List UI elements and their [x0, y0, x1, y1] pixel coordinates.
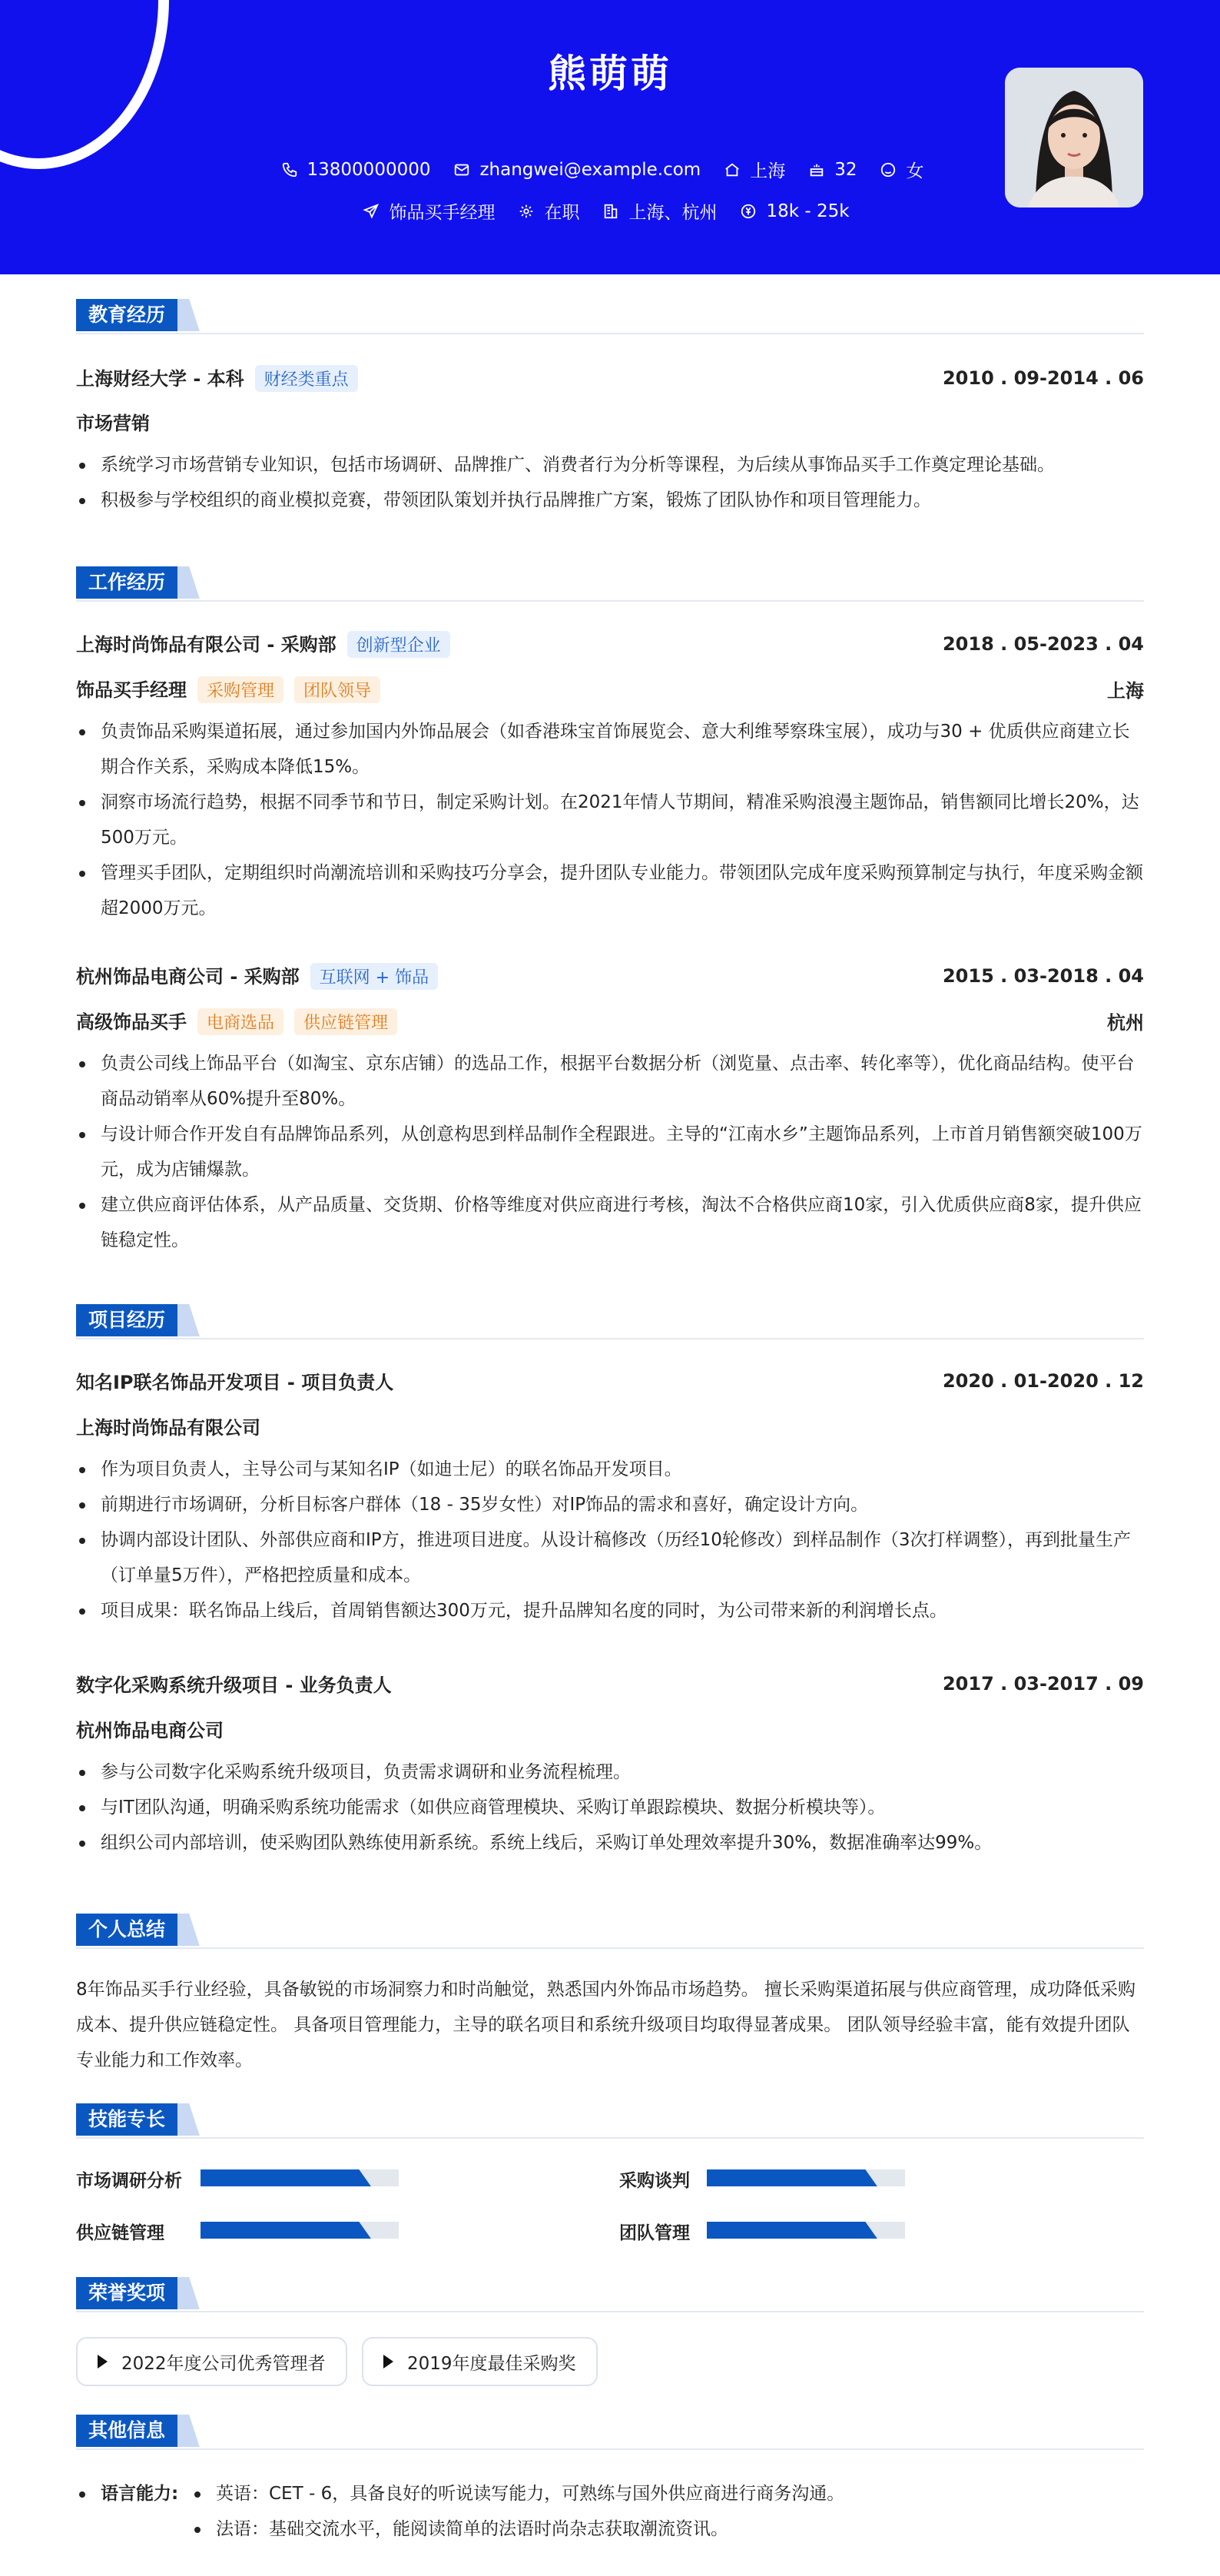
- list-item: 法语：基础交流水平，能阅读简单的法语时尚杂志获取潮流资讯。: [191, 2511, 1144, 2547]
- job-header-row: [76, 961, 1144, 990]
- work-city-text: 上海、杭州: [628, 203, 718, 223]
- play-icon: [98, 2355, 108, 2369]
- role: 高级饰品买手: [76, 1011, 187, 1033]
- job-city: 杭州: [1107, 1012, 1144, 1034]
- section-title: [76, 2103, 1144, 2139]
- status-text: 在职: [544, 203, 580, 223]
- list-item: 与设计师合作开发自有品牌饰品系列，从创意构思到样品制作全程跟进。主导的“江南水乡”主题饰品系列，上市首月销售额突破100万元，成为店铺爆款。: [76, 1117, 1144, 1187]
- section-title-label: 个人总结: [76, 1914, 177, 1946]
- phone-info: [281, 157, 431, 182]
- role-row: [76, 1007, 1144, 1035]
- skill-item: [619, 2166, 690, 2192]
- cake-icon: [808, 161, 825, 178]
- list-item: 英语：CET - 6，具备良好的听说读写能力，可熟练与国外供应商进行商务沟通。: [191, 2476, 1144, 2511]
- skill-item: [619, 2219, 690, 2244]
- skill-tag: 采购管理: [197, 676, 283, 703]
- major: 市场营销: [76, 413, 150, 434]
- section-title-label: 教育经历: [76, 299, 177, 331]
- section-title: [76, 1914, 1144, 1949]
- job-bullets: [76, 714, 1144, 926]
- project-bullets: [76, 1452, 1144, 1628]
- list-item: 洞察市场流行趋势，根据不同季节和节日，制定采购计划。在2021年情人节期间，精准采购浪漫主题饰品，销售额同比增长20%，达500万元。: [76, 785, 1144, 855]
- city-text: 上海: [750, 161, 786, 181]
- summary-section: [76, 1914, 1144, 2070]
- role-row: [76, 675, 1144, 703]
- skill-bar-fill: [201, 2169, 371, 2186]
- section-title: [76, 566, 1144, 602]
- skill-name: 市场调研分析: [76, 2171, 182, 2191]
- education-header-row: [76, 363, 1144, 392]
- job-date: 2018 . 05-2023 . 04: [942, 632, 1144, 655]
- face-icon: [880, 161, 897, 178]
- award-badge: [76, 2337, 347, 2386]
- skill-name: 供应链管理: [76, 2223, 164, 2243]
- list-item: 作为项目负责人，主导公司与某知名IP（如迪士尼）的联名饰品开发项目。: [76, 1452, 1144, 1487]
- section-title-label: 工作经历: [76, 566, 177, 599]
- list-item: 协调内部设计团队、外部供应商和IP方，推进项目进度。从设计稿修改（历经10轮修改）到样品制作（3次打样调整），再到批量生产（订单量5万件），严格把控质量和成本。: [76, 1522, 1144, 1593]
- list-item: 建立供应商评估体系，从产品质量、交货期、价格等维度对供应商进行考核，淘汰不合格供应商10家，引入优质供应商8家，提升供应链稳定性。: [76, 1187, 1144, 1258]
- skill-bar-fill: [707, 2169, 877, 2186]
- project-date: 2017 . 03-2017 . 09: [942, 1672, 1144, 1695]
- skill-item: [76, 2219, 164, 2244]
- list-item: 管理买手团队，定期组织时尚潮流培训和采购技巧分享会，提升团队专业能力。带领团队完成年度采购预算制定与执行，年度采购金额超2000万元。: [76, 855, 1144, 926]
- bullet-dot: [79, 2491, 85, 2498]
- salary-text: 18k - 25k: [766, 201, 850, 221]
- home-icon: [724, 161, 741, 178]
- skill-bar: [201, 2222, 399, 2239]
- skill-name: 团队管理: [619, 2223, 690, 2243]
- skill-bar: [707, 2169, 905, 2186]
- project-company: 杭州饰品电商公司: [76, 1720, 224, 1741]
- play-icon: [383, 2355, 393, 2369]
- section-title: [76, 2277, 1144, 2312]
- job-header-row: [76, 629, 1144, 658]
- projects-section: [76, 1304, 1144, 1853]
- company-name: 上海时尚饰品有限公司 - 采购部: [76, 634, 336, 656]
- age-text: 32: [834, 159, 857, 180]
- list-item: 参与公司数字化采购系统升级项目，负责需求调研和业务流程梳理。: [76, 1754, 1144, 1790]
- language-list: [191, 2476, 1144, 2547]
- project-company-row: [76, 1412, 1144, 1439]
- project-date: 2020 . 01-2020 . 12: [942, 1369, 1144, 1392]
- award-badge: [362, 2337, 598, 2386]
- project-company-row: [76, 1715, 1144, 1742]
- section-title: [76, 299, 1144, 334]
- awards-section: [76, 2277, 1144, 2374]
- email-info: [453, 157, 701, 182]
- award-label: 2022年度公司优秀管理者: [121, 2353, 326, 2374]
- section-title: [76, 2415, 1144, 2450]
- project-header-row: [76, 1670, 1144, 1697]
- major-row: [76, 408, 1144, 435]
- project-name: 数字化采购系统升级项目 - 业务负责人: [76, 1675, 392, 1696]
- job-date: 2015 . 03-2018 . 04: [942, 964, 1144, 987]
- salary-info: [740, 198, 849, 224]
- school-name: 上海财经大学 - 本科: [76, 368, 244, 390]
- mail-icon: [453, 161, 470, 178]
- resume-header: [0, 0, 1220, 274]
- candidate-name: 熊萌萌: [548, 51, 672, 96]
- list-item: 前期进行市场调研，分析目标客户群体（18 - 35岁女性）对IP饰品的需求和喜好，确定设计方向。: [76, 1487, 1144, 1522]
- language-label-wrap: [76, 2476, 178, 2511]
- skill-tag: 供应链管理: [294, 1008, 397, 1035]
- section-title-label: 技能专长: [76, 2103, 177, 2136]
- language-label: 语言能力:: [101, 2484, 179, 2504]
- city-info: [724, 157, 785, 182]
- email-text: zhangwei@example.com: [479, 159, 701, 180]
- list-item: 负责饰品采购渠道拓展，通过参加国内外饰品展会（如香港珠宝首饰展览会、意大利维琴察珠宝展），成功与30 + 优质供应商建立长期合作关系，采购成本降低15%。: [76, 714, 1144, 785]
- gender-info: [880, 157, 923, 182]
- skill-tag: 团队领导: [294, 676, 380, 703]
- company-tag: 互联网 + 饰品: [310, 963, 438, 990]
- skill-tag: 电商选品: [197, 1008, 283, 1035]
- company-tag: 创新型企业: [347, 631, 450, 658]
- skill-bar: [201, 2169, 399, 2186]
- list-item: 积极参与学校组织的商业模拟竞赛，带领团队策划并执行品牌推广方案，锻炼了团队协作和项目管理能力。: [76, 483, 1144, 518]
- school-tag: 财经类重点: [255, 365, 358, 392]
- education-date: 2010 . 09-2014 . 06: [942, 367, 1144, 389]
- company-name: 杭州饰品电商公司 - 采购部: [76, 966, 300, 988]
- education-section: [76, 299, 1144, 510]
- gear-icon: [518, 203, 535, 220]
- list-item: 系统学习市场营销专业知识，包括市场调研、品牌推广、消费者行为分析等课程，为后续从事饰品买手工作奠定理论基础。: [76, 447, 1144, 483]
- position-text: 饰品买手经理: [389, 203, 496, 223]
- role: 饰品买手经理: [76, 679, 187, 701]
- skill-bar-fill: [707, 2222, 877, 2239]
- phone-icon: [281, 161, 298, 178]
- skill-bar-fill: [201, 2222, 371, 2239]
- section-title: [76, 1304, 1144, 1339]
- job-city: 上海: [1107, 680, 1144, 702]
- avatar-portrait: [1005, 68, 1143, 207]
- age-info: [808, 157, 857, 182]
- avatar: [1005, 68, 1143, 207]
- send-icon: [363, 203, 380, 220]
- section-title-label: 荣誉奖项: [76, 2277, 177, 2309]
- gender-text: 女: [906, 161, 924, 181]
- summary-text: 8年饰品买手行业经验，具备敏锐的市场洞察力和时尚触觉，熟悉国内外饰品市场趋势。 擅长采购渠道拓展与供应商管理，成功降低采购成本、提升供应链稳定性。 具备项目管理能力，主导的联名项目和系统升级项目均取得显著成果。 团队领导经验丰富，能有效提升团队专业能力和工作效率。: [76, 1980, 1135, 2070]
- job-bullets: [76, 1046, 1144, 1258]
- building-icon: [602, 203, 619, 220]
- project-name: 知名IP联名饰品开发项目 - 项目负责人: [76, 1372, 394, 1393]
- section-title-label: 项目经历: [76, 1304, 177, 1336]
- project-header-row: [76, 1367, 1144, 1394]
- list-item: 组织公司内部培训，使采购团队熟练使用新系统。系统上线后，采购订单处理效率提升30%，数据准确率达99%。: [76, 1825, 1144, 1861]
- skill-name: 采购谈判: [619, 2171, 690, 2191]
- status-info: [518, 198, 579, 224]
- work-city-info: [602, 198, 717, 224]
- phone-text: 13800000000: [307, 159, 431, 180]
- skills-section: [76, 2103, 1144, 2243]
- work-section: [76, 566, 1144, 1250]
- position-info: [363, 198, 495, 224]
- project-bullets: [76, 1754, 1144, 1861]
- skill-item: [76, 2166, 182, 2192]
- list-item: 项目成果：联名饰品上线后，首周销售额达300万元，提升品牌知名度的同时，为公司带来新的利润增长点。: [76, 1593, 1144, 1628]
- list-item: 与IT团队沟通，明确采购系统功能需求（如供应商管理模块、采购订单跟踪模块、数据分析模块等）。: [76, 1790, 1144, 1825]
- other-info-section: [76, 2415, 1144, 2539]
- award-label: 2019年度最佳采购奖: [407, 2353, 576, 2374]
- project-company: 上海时尚饰品有限公司: [76, 1417, 260, 1439]
- yuan-icon: [740, 203, 757, 220]
- skill-bar: [707, 2222, 905, 2239]
- education-bullets: [76, 447, 1144, 518]
- list-item: 负责公司线上饰品平台（如淘宝、京东店铺）的选品工作，根据平台数据分析（浏览量、点击率、转化率等），优化商品结构。使平台商品动销率从60%提升至80%。: [76, 1046, 1144, 1117]
- section-title-label: 其他信息: [76, 2415, 177, 2447]
